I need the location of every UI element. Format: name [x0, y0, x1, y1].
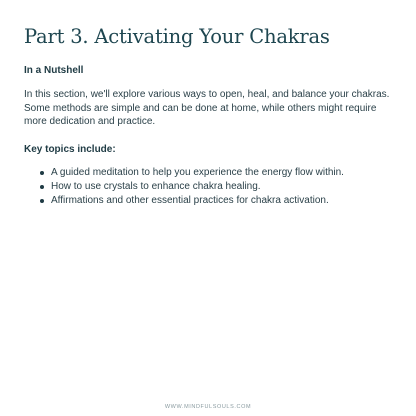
list-item-text: Affirmations and other essential practices for chakra activation. — [51, 194, 329, 206]
list-item — [40, 180, 392, 194]
bullet-icon — [40, 185, 44, 189]
key-topics-label: Key topics include: — [24, 143, 116, 155]
footer-website: WWW.MINDFULSOULS.COM — [164, 404, 252, 410]
list-item — [40, 194, 392, 208]
key-topics-list — [24, 166, 392, 208]
page-title: Part 3. Activating Your Chakras — [24, 25, 330, 48]
bullet-icon — [40, 199, 44, 203]
section-subheading: In a Nutshell — [24, 65, 84, 76]
list-item-text: A guided meditation to help you experience the energy flow within. — [51, 166, 344, 178]
bullet-icon — [40, 171, 44, 175]
intro-paragraph: In this section, we'll explore various ways to open, heal, and balance your chakras. Some methods are simple and can be done at home, while others might require more dedication and practice. — [24, 89, 390, 127]
list-item-text: How to use crystals to enhance chakra healing. — [51, 180, 261, 192]
list-item — [40, 166, 392, 180]
